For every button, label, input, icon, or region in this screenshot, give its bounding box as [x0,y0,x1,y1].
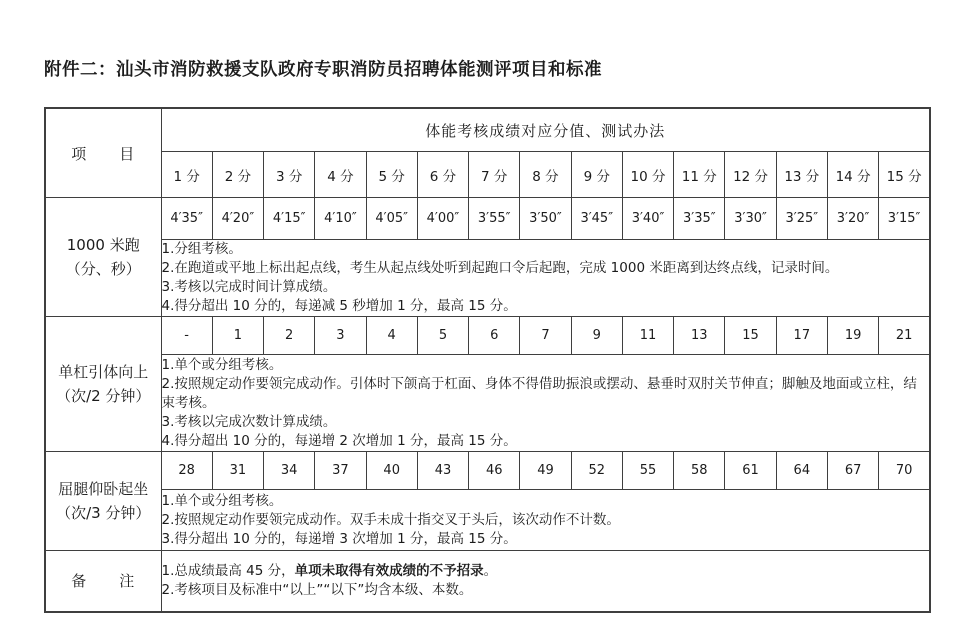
score-column-header: 10 分 [622,152,673,198]
item-values-row [45,452,930,490]
value-cell: 4′05″ [366,198,417,240]
value-cell: 70 [879,452,930,490]
score-column-header: 7 分 [469,152,520,198]
note-segment: 1.总成绩最高 45 分， [161,563,295,579]
value-cell: 13 [674,317,725,355]
value-cell: 40 [366,452,417,490]
note-segment: 2.考核项目及标准中“以上”“以下”均含本级、本数。 [161,582,473,598]
value-cell: 64 [776,452,827,490]
note-line: 3.考核以完成次数计算成绩。 [161,413,337,430]
value-cell: 31 [212,452,263,490]
value-cell: 3′35″ [674,198,725,240]
value-cell: 21 [879,317,930,355]
value-cell: 6 [469,317,520,355]
item-label-line2: （次/3 分钟） [56,504,151,522]
item-notes-row [45,490,930,551]
value-cell: 58 [674,452,725,490]
value-cell: 19 [827,317,878,355]
note-line: 3.考核以完成时间计算成绩。 [161,279,337,295]
note-line: 1.分组考核。 [161,241,242,257]
value-cell: 4′20″ [212,198,263,240]
note-line: 2.在跑道或平地上标出起点线，考生从起点线处听到起跑口令后起跑，完成 1000 米距离到达终点线，记录时间。 [161,260,839,276]
score-column-header: 15 分 [879,152,930,198]
item-values-row [45,317,930,355]
item-label [45,198,161,317]
notes-cell [161,490,930,551]
item-label [45,317,161,452]
value-cell: 3′30″ [725,198,776,240]
score-column-header: 2 分 [212,152,263,198]
note-segment: 。 [483,563,498,579]
project-column-header: 项 目 [45,108,161,198]
note-line: 4.得分超出 10 分的，每递增 2 次增加 1 分，最高 15 分。 [161,432,517,449]
value-cell: 3′25″ [776,198,827,240]
value-cell: 15 [725,317,776,355]
score-column-header: 12 分 [725,152,776,198]
item-label-line1: 单杠引体向上 [58,363,149,381]
fitness-standards-table [44,107,931,613]
note-line: 2.按照规定动作要领完成动作。双手未成十指交叉于头后，该次动作不计数。 [161,511,620,528]
value-cell: 3′40″ [622,198,673,240]
notes-cell [161,240,930,317]
score-column-header: 1 分 [161,152,212,198]
score-header: 体能考核成绩对应分值、测试办法 [161,108,930,152]
value-cell: - [161,317,212,355]
note-segment-bold: 单项未取得有效成绩的不予招录 [294,563,484,579]
note-line: 3.得分超出 10 分的，每递增 3 次增加 1 分，最高 15 分。 [161,530,517,547]
value-cell: 3′15″ [879,198,930,240]
item-notes-row [45,240,930,317]
remark-row [45,551,930,613]
item-label-line2: （分、秒） [65,260,141,278]
note-line: 1.单个或分组考核。 [161,492,283,509]
score-column-header: 9 分 [571,152,622,198]
value-cell: 52 [571,452,622,490]
value-cell: 4′15″ [264,198,315,240]
value-cell: 4′35″ [161,198,212,240]
value-cell: 4′00″ [417,198,468,240]
note-line: 2.按照规定动作要领完成动作。引体时下颌高于杠面、身体不得借助振浪或摆动、悬垂时双肘关节伸直；脚触及地面或立柱，结束考核。 [161,375,917,411]
score-column-header: 8 分 [520,152,571,198]
value-cell: 4 [366,317,417,355]
value-cell: 34 [264,452,315,490]
page-title: 附件二：汕头市消防救援支队政府专职消防员招聘体能测评项目和标准 [44,60,602,80]
value-cell: 61 [725,452,776,490]
value-cell: 49 [520,452,571,490]
value-cell: 3 [315,317,366,355]
value-cell: 9 [571,317,622,355]
item-label-line2: （次/2 分钟） [56,387,151,405]
value-cell: 3′45″ [571,198,622,240]
value-cell: 2 [264,317,315,355]
item-label-line1: 屈腿仰卧起坐 [58,480,149,498]
note-line: 1.单个或分组考核。 [161,356,283,373]
score-column-header: 14 分 [827,152,878,198]
score-columns-row [45,152,930,198]
value-cell: 3′55″ [469,198,520,240]
remark-notes-cell [161,551,930,613]
value-cell: 55 [622,452,673,490]
table-header-row [45,108,930,152]
value-cell: 7 [520,317,571,355]
value-cell: 67 [827,452,878,490]
value-cell: 5 [417,317,468,355]
item-label-line1: 1000 米跑 [66,236,140,254]
score-column-header: 11 分 [674,152,725,198]
note-line [162,562,930,581]
score-column-header: 13 分 [776,152,827,198]
note-line: 4.得分超出 10 分的，每递减 5 秒增加 1 分，最高 15 分。 [161,298,517,314]
item-values-row [45,198,930,240]
remark-label: 备 注 [45,551,161,613]
value-cell: 3′20″ [827,198,878,240]
value-cell: 28 [161,452,212,490]
score-column-header: 6 分 [417,152,468,198]
value-cell: 43 [417,452,468,490]
value-cell: 17 [776,317,827,355]
notes-cell [161,355,930,452]
value-cell: 46 [469,452,520,490]
value-cell: 11 [622,317,673,355]
item-label [45,452,161,551]
score-column-header: 3 分 [264,152,315,198]
note-line [162,581,930,600]
value-cell: 37 [315,452,366,490]
item-notes-row [45,355,930,452]
score-column-header: 5 分 [366,152,417,198]
score-column-header: 4 分 [315,152,366,198]
value-cell: 4′10″ [315,198,366,240]
value-cell: 1 [212,317,263,355]
value-cell: 3′50″ [520,198,571,240]
